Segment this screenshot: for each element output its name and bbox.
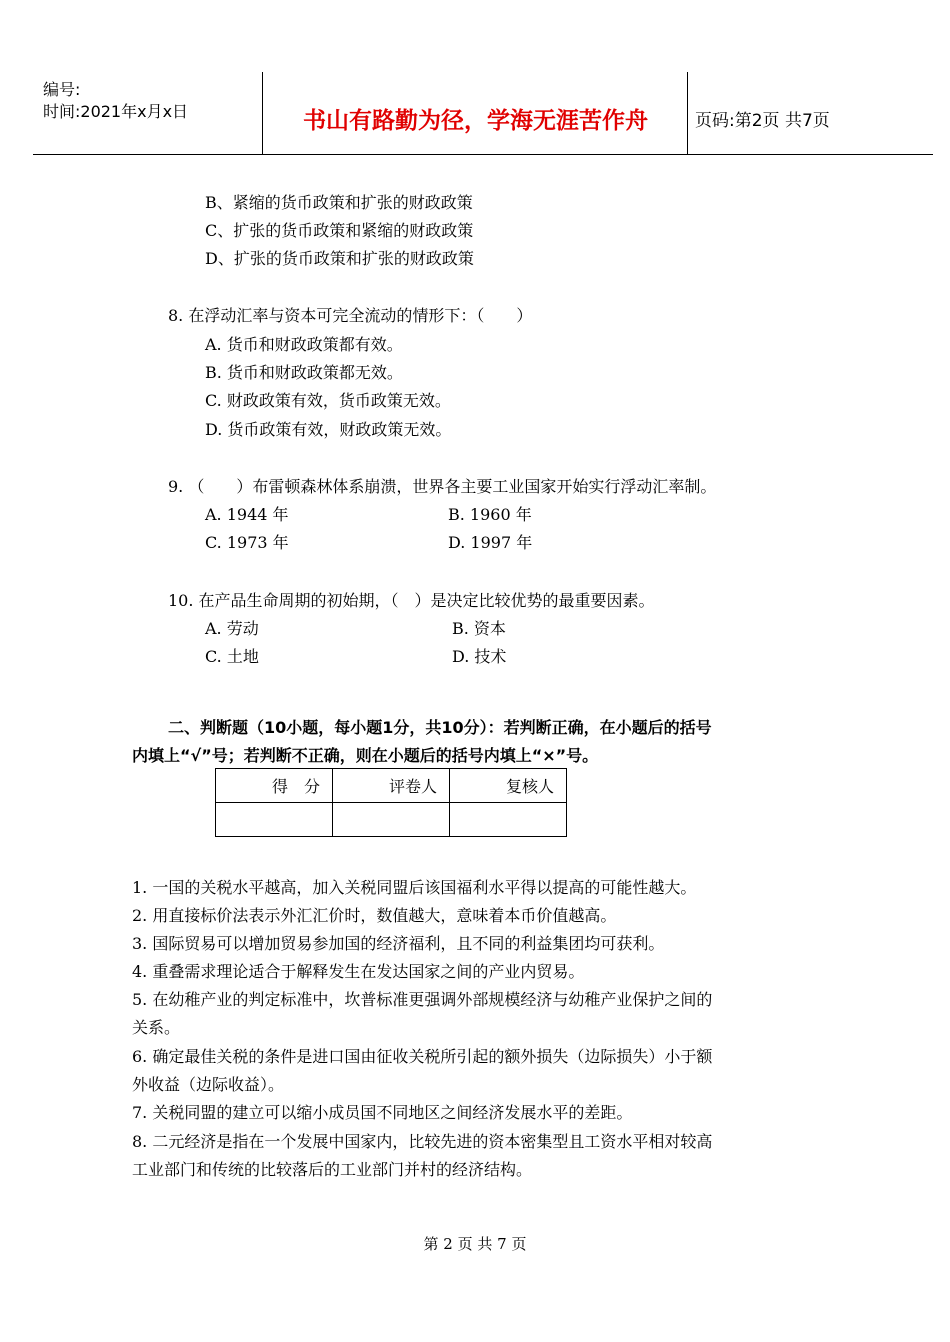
tf-line: 3. 国际贸易可以增加贸易参加国的经济福利，且不同的利益集团均可获利。 [132, 934, 665, 953]
q9-option-d: D. 1997 年 [448, 533, 533, 552]
q10-option-c: C. 土地 [205, 647, 259, 666]
tf-line: 7. 关税同盟的建立可以缩小成员国不同地区之间经济发展水平的差距。 [132, 1103, 633, 1122]
q10-stem: 10. 在产品生命周期的初始期，（ ）是决定比较优势的最重要因素。 [168, 591, 655, 610]
reviewer-cell [450, 803, 567, 837]
score-header: 得 分 [216, 769, 333, 803]
tf-line: 6. 确定最佳关税的条件是进口国由征收关税所引起的额外损失（边际损失）小于额 [132, 1047, 713, 1066]
tf-line: 5. 在幼稚产业的判定标准中，坎普标准更强调外部规模经济与幼稚产业保护之间的 [132, 990, 713, 1009]
grader-header: 评卷人 [333, 769, 450, 803]
q9-option-a: A. 1944 年 [205, 505, 289, 524]
q10-option-a: A. 劳动 [205, 619, 259, 638]
q8-option-a: A. 货币和财政政策都有效。 [205, 335, 403, 354]
q9-option-c: C. 1973 年 [205, 533, 289, 552]
q7-option-c: C、扩张的货币政策和紧缩的财政政策 [205, 221, 474, 240]
tf-line: 2. 用直接标价法表示外汇汇价时，数值越大，意味着本币价值越高。 [132, 906, 617, 925]
reviewer-header: 复核人 [450, 769, 567, 803]
tf-line: 关系。 [132, 1018, 181, 1037]
q10-option-b: B. 资本 [452, 619, 506, 638]
tf-line: 外收益（边际收益）。 [132, 1075, 285, 1094]
tf-line: 8. 二元经济是指在一个发展中国家内，比较先进的资本密集型且工资水平相对较高 [132, 1132, 713, 1151]
tf-line: 1. 一国的关税水平越高，加入关税同盟后该国福利水平得以提高的可能性越大。 [132, 878, 697, 897]
header-motto: 书山有路勤为径，学海无涯苦作舟 [303, 108, 648, 134]
q10-option-d: D. 技术 [452, 647, 507, 666]
header-meta [43, 79, 188, 123]
tf-line: 工业部门和传统的比较落后的工业部门并村的经济结构。 [132, 1160, 533, 1179]
time-label: 时间:2021年x月x日 [43, 102, 189, 121]
tf-line: 4. 重叠需求理论适合于解释发生在发达国家之间的产业内贸易。 [132, 962, 585, 981]
q7-option-d: D、扩张的货币政策和扩张的财政政策 [205, 249, 474, 268]
q9-stem: 9. （ ）布雷顿森林体系崩溃，世界各主要工业国家开始实行浮动汇率制。 [168, 477, 717, 496]
serial-label: 编号: [43, 80, 81, 99]
q8-stem: 8. 在浮动汇率与资本可完全流动的情形下：（ ） [168, 306, 533, 325]
header-page-info: 页码:第2页 共7页 [695, 111, 830, 131]
page-header [33, 72, 933, 155]
q7-option-b: B、紧缩的货币政策和扩张的财政政策 [205, 193, 473, 212]
q8-option-c: C. 财政政策有效，货币政策无效。 [205, 391, 451, 410]
section2-heading-line2: 内填上“√”号；若判断不正确，则在小题后的括号内填上“×”号。 [132, 746, 599, 765]
q8-option-d: D. 货币政策有效，财政政策无效。 [205, 420, 452, 439]
q8-option-b: B. 货币和财政政策都无效。 [205, 363, 403, 382]
page-footer: 第 2 页 共 7 页 [423, 1235, 527, 1253]
score-table [215, 768, 567, 837]
score-cell [216, 803, 333, 837]
grader-cell [333, 803, 450, 837]
section2-heading-line1: 二、判断题（10小题，每小题1分，共10分）：若判断正确，在小题后的括号 [168, 718, 712, 737]
q9-option-b: B. 1960 年 [448, 505, 532, 524]
